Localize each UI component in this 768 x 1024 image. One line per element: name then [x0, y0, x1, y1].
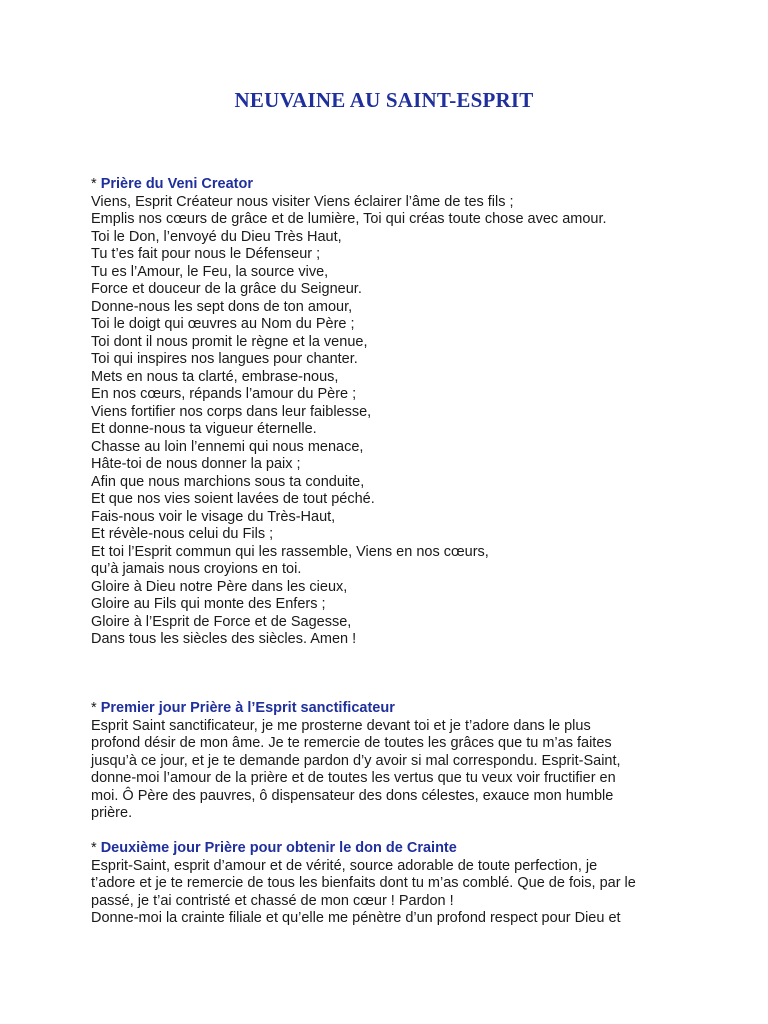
verse-line: Dans tous les siècles des siècles. Amen !	[91, 631, 357, 647]
bullet-asterisk: *	[91, 700, 97, 716]
verse-line: Toi le Don, l’envoyé du Dieu Très Haut,	[91, 228, 342, 245]
verse-line: Tu t’es fait pour nous le Défenseur ;	[91, 246, 321, 262]
verse-line: Tu es l’Amour, le Feu, la source vive,	[91, 263, 329, 280]
heading-text: Deuxième jour Prière pour obtenir le don de Crainte	[100, 840, 457, 856]
verse-line: Et révèle-nous celui du Fils ;	[91, 526, 274, 542]
heading-text: Prière du Veni Creator	[100, 176, 253, 192]
paragraph-line: donne-moi l’amour de la prière et de toutes les vertus que tu veux voir fructifier en	[91, 770, 616, 787]
verse-line: Afin que nous marchions sous ta conduite,	[91, 473, 365, 490]
verse-block	[91, 194, 691, 649]
prayer-paragraph	[91, 718, 691, 824]
paragraph-line: t’adore et je te remercie de tous les bienfaits dont tu m’as comblé. Que de fois, par le	[91, 875, 636, 892]
verse-line: Emplis nos cœurs de grâce et de lumière, Toi qui créas toute chose avec amour.	[91, 211, 607, 227]
verse-line: Chasse au loin l’ennemi qui nous menace,	[91, 438, 364, 455]
paragraph-line: Donne-moi la crainte filiale et qu’elle me pénètre d’un profond respect pour Dieu et	[91, 910, 621, 927]
verse-line: Fais-nous voir le visage du Très-Haut,	[91, 508, 336, 525]
verse-line: Et donne-nous ta vigueur éternelle.	[91, 421, 317, 437]
verse-line: En nos cœurs, répands l’amour du Père ;	[91, 386, 357, 402]
verse-line: Toi le doigt qui œuvres au Nom du Père ;	[91, 316, 355, 332]
verse-line: Viens, Esprit Créateur nous visiter Viens éclairer l’âme de tes fils ;	[91, 193, 514, 210]
section-heading	[91, 700, 691, 718]
section-premier-jour	[91, 700, 691, 823]
verse-line: Toi qui inspires nos langues pour chanter.	[91, 351, 358, 367]
verse-line: Donne-nous les sept dons de ton amour,	[91, 298, 353, 315]
section-veni-creator	[91, 176, 691, 649]
paragraph-line: jusqu’à ce jour, et je te demande pardon d’y avoir si mal correspondu. Esprit-Saint,	[91, 752, 621, 769]
verse-line: Gloire à l’Esprit de Force et de Sagesse,	[91, 613, 352, 630]
verse-line: qu’à jamais nous croyions en toi.	[91, 561, 302, 577]
section-deuxieme-jour	[91, 840, 691, 928]
verse-line: Gloire à Dieu notre Père dans les cieux,	[91, 578, 348, 595]
heading-text: Premier jour Prière à l’Esprit sanctificateur	[100, 700, 395, 716]
verse-line: Viens fortifier nos corps dans leur faiblesse,	[91, 403, 372, 420]
verse-line: Toi dont il nous promit le règne et la venue,	[91, 333, 368, 350]
bullet-asterisk: *	[91, 840, 97, 856]
prayer-paragraph	[91, 858, 691, 928]
verse-line: Mets en nous ta clarté, embrase-nous,	[91, 368, 339, 385]
paragraph-line: profond désir de mon âme. Je te remercie de toutes les grâces que tu m’as faites	[91, 735, 612, 752]
verse-line: Et que nos vies soient lavées de tout péché.	[91, 491, 375, 507]
section-heading	[91, 176, 691, 194]
paragraph-line: prière.	[91, 805, 133, 822]
paragraph-line: moi. Ô Père des pauvres, ô dispensateur des dons célestes, exauce mon humble	[91, 787, 614, 804]
paragraph-line: passé, je t’ai contristé et chassé de mon cœur ! Pardon !	[91, 892, 454, 909]
paragraph-line: Esprit Saint sanctificateur, je me prosterne devant toi et je t’adore dans le plus	[91, 717, 591, 734]
verse-line: Et toi l’Esprit commun qui les rassemble, Viens en nos cœurs,	[91, 543, 489, 560]
paragraph-line: Esprit-Saint, esprit d’amour et de vérité, source adorable de toute perfection, je	[91, 857, 598, 874]
bullet-asterisk: *	[91, 176, 97, 192]
verse-line: Force et douceur de la grâce du Seigneur.	[91, 281, 362, 297]
section-heading	[91, 840, 691, 858]
verse-line: Hâte-toi de nous donner la paix ;	[91, 456, 301, 472]
document-title: NEUVAINE AU SAINT-ESPRIT	[234, 88, 534, 112]
verse-line: Gloire au Fils qui monte des Enfers ;	[91, 596, 326, 612]
